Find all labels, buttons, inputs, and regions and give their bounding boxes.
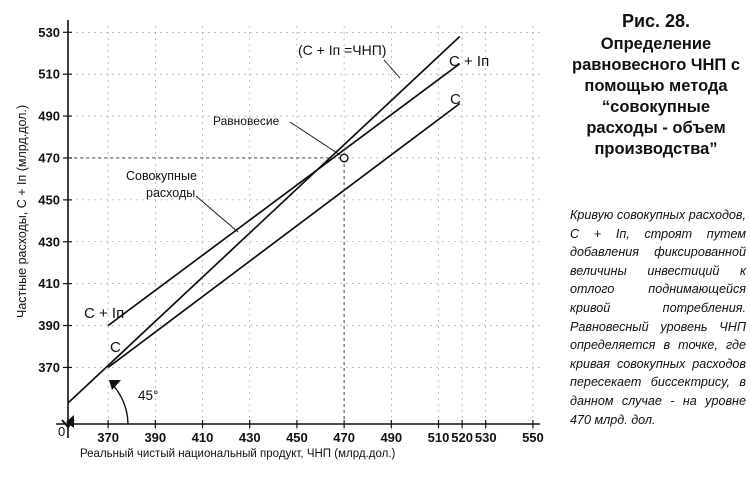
figure-title: Определение равновесного ЧНП с помощью метода “совокупные расходы - объем производства” — [572, 35, 740, 158]
x-tick-label: 510 — [427, 430, 450, 445]
origin-zero: 0 — [58, 424, 66, 439]
aggregate-label-2: расходы — [146, 186, 196, 200]
y-tick-label: 390 — [38, 318, 60, 334]
x-tick-label: 550 — [522, 430, 544, 445]
y-axis-title: Частные расходы, C + Iп (млрд.дол.) — [15, 104, 29, 318]
x-tick-label: 370 — [97, 430, 119, 445]
x-tick-label: 410 — [191, 430, 214, 445]
equality-leader — [384, 60, 400, 78]
cin-line-label-top: C + Iп — [449, 53, 490, 70]
x-tick-label: 530 — [474, 430, 497, 445]
series-lines — [68, 36, 460, 403]
figure-caption — [568, 10, 744, 160]
x-tick-labels — [97, 430, 544, 445]
x-tick-label: 520 — [451, 430, 473, 445]
axes — [56, 20, 540, 438]
x-tick-label: 450 — [286, 430, 308, 445]
bisector-line — [68, 36, 460, 403]
y-tick-label: 530 — [38, 24, 60, 40]
y-tick-label: 370 — [38, 359, 60, 375]
equilibrium-point — [340, 154, 348, 162]
aggregate-label-1: Совокупные — [126, 169, 197, 183]
figure-description: Кривую совокупных расходов, C + Iп, строят путем добавления фиксированной величины инвестиций к отлого поднимающейся кривой потребления. Равновесный уровень ЧНП определяется в точке, где кривая совокупных расходов пересекает биссектрису, в данном случае - на уровне 470 млрд. дол. — [570, 208, 746, 427]
figure-number: Рис. 28. — [621, 11, 691, 31]
tick-marks — [63, 32, 533, 428]
x-tick-label: 430 — [238, 430, 261, 445]
y-tick-label: 450 — [38, 192, 60, 208]
x-tick-label: 470 — [333, 430, 355, 445]
x-axis-title: Реальный чистый национальный продукт, ЧНП (млрд.дол.) — [80, 448, 396, 460]
c-line-label-top: C — [450, 91, 461, 108]
equilibrium-label: Равновесие — [213, 114, 280, 128]
y-tick-label: 410 — [38, 276, 60, 292]
y-tick-label: 430 — [38, 234, 60, 250]
x-tick-label: 390 — [144, 430, 167, 445]
y-tick-label: 470 — [38, 150, 60, 166]
consumption-line — [108, 104, 460, 368]
c-line-label-left: C — [110, 339, 121, 356]
equilibrium-leader — [290, 122, 340, 155]
y-tick-label: 490 — [38, 108, 60, 124]
equality-label: (C + Iп =ЧНП) — [298, 42, 387, 58]
cin-line-label-left: C + Iп — [84, 305, 125, 322]
angle-label: 45° — [138, 388, 159, 403]
grid-lines — [64, 26, 540, 432]
y-tick-label: 510 — [38, 66, 60, 82]
y-tick-labels — [38, 25, 60, 375]
x-tick-label: 490 — [380, 430, 403, 445]
